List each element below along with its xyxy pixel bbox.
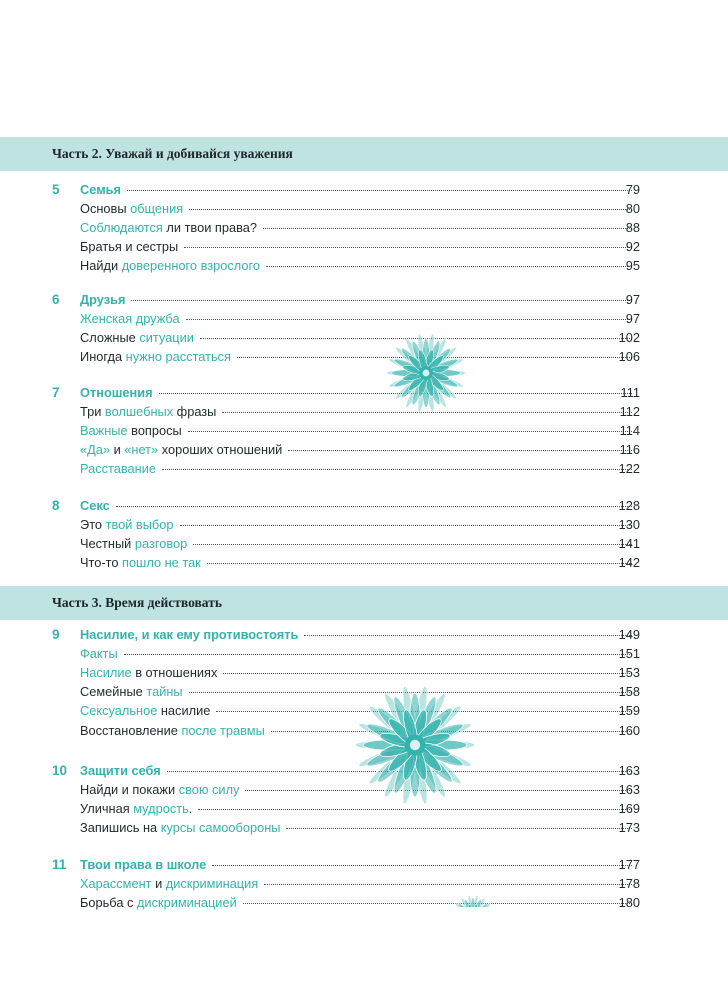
dot-leader xyxy=(180,525,633,526)
page-number: 102 xyxy=(618,330,640,346)
dot-leader xyxy=(207,563,632,564)
toc-entry-row[interactable] xyxy=(0,721,728,740)
dot-leader xyxy=(189,209,632,210)
chapter-row[interactable] xyxy=(0,761,728,780)
page-number: 169 xyxy=(618,801,640,817)
dot-leader xyxy=(131,300,632,301)
toc-entry-row[interactable] xyxy=(0,553,728,572)
toc-entry-row[interactable] xyxy=(0,199,728,218)
page-number: 97 xyxy=(625,311,640,327)
toc-entry-row[interactable] xyxy=(0,459,728,478)
dot-leader xyxy=(266,266,632,267)
chapter-title: Секс xyxy=(80,498,110,513)
section-title: Честный разговор xyxy=(80,536,188,552)
section-entry xyxy=(80,684,638,699)
page-number: 173 xyxy=(618,820,640,836)
section-entry xyxy=(80,258,638,273)
chapter-entry xyxy=(80,498,638,513)
dot-leader xyxy=(127,190,632,191)
section-title: Факты xyxy=(80,646,118,662)
chapter-title: Семья xyxy=(80,182,121,197)
section-title: Иногда нужно расстаться xyxy=(80,349,231,365)
page-number: 111 xyxy=(620,385,640,400)
toc-entry-row[interactable] xyxy=(0,402,728,421)
part-title: Часть 2. Уважай и добивайся уважения xyxy=(52,146,293,161)
chapter-entry xyxy=(80,627,638,642)
chapter-number: 10 xyxy=(52,763,68,778)
chapter-title: Защити себя xyxy=(80,763,161,778)
chapter-number: 7 xyxy=(52,385,60,400)
toc-entry-row[interactable] xyxy=(0,663,728,682)
toc-entry-row[interactable] xyxy=(0,309,728,328)
chapter-row[interactable] xyxy=(0,383,728,402)
page-number: 149 xyxy=(618,627,640,642)
chapter-title: Друзья xyxy=(80,292,126,307)
chapter-entry xyxy=(80,292,638,307)
section-entry xyxy=(80,330,638,345)
toc-entry-row[interactable] xyxy=(0,893,728,912)
section-entry xyxy=(80,311,638,326)
page-number: 159 xyxy=(618,703,640,719)
dot-leader xyxy=(184,247,632,248)
chapter-entry xyxy=(80,857,638,872)
page-number: 141 xyxy=(618,536,640,552)
dot-leader xyxy=(189,692,632,693)
chapter-number: 9 xyxy=(52,627,60,642)
dot-leader xyxy=(288,450,632,451)
section-entry xyxy=(80,665,638,680)
dot-leader xyxy=(116,506,632,507)
section-entry xyxy=(80,423,638,438)
toc-entry-row[interactable] xyxy=(0,218,728,237)
section-entry xyxy=(80,201,638,216)
section-title: Харассмент и дискриминация xyxy=(80,876,259,892)
page-number: 80 xyxy=(625,201,640,217)
toc-entry-row[interactable] xyxy=(0,682,728,701)
page-number: 130 xyxy=(618,517,640,533)
section-title: Женская дружба xyxy=(80,311,180,327)
page-number: 112 xyxy=(619,404,640,420)
chapter-row[interactable] xyxy=(0,290,728,309)
dot-leader xyxy=(167,771,632,772)
section-entry xyxy=(80,442,638,457)
dot-leader xyxy=(186,319,632,320)
chapter-entry xyxy=(80,385,638,400)
toc-entry-row[interactable] xyxy=(0,440,728,459)
section-title: Насилие в отношениях xyxy=(80,665,218,681)
dot-leader xyxy=(216,711,632,712)
toc-entry-row[interactable] xyxy=(0,515,728,534)
page-number: 160 xyxy=(618,722,640,738)
section-entry xyxy=(80,782,638,797)
page-number: 163 xyxy=(618,763,640,778)
section-entry xyxy=(80,461,638,476)
toc-entry-row[interactable] xyxy=(0,874,728,893)
section-title: Расставание xyxy=(80,461,156,477)
dot-leader xyxy=(200,338,632,339)
section-title: Сексуальное насилие xyxy=(80,703,211,719)
page-number: 97 xyxy=(625,292,640,307)
section-title: Сложные ситуации xyxy=(80,330,194,346)
page-number: 180 xyxy=(618,895,640,911)
section-title: Что-то пошло не так xyxy=(80,555,201,571)
chapter-entry xyxy=(80,763,638,778)
section-title: Борьба с дискриминацией xyxy=(80,895,237,911)
page-number: 122 xyxy=(618,461,640,477)
dot-leader xyxy=(264,884,632,885)
part-header xyxy=(0,586,728,620)
chapter-number: 5 xyxy=(52,182,60,197)
page-number: 95 xyxy=(625,258,640,274)
section-entry xyxy=(80,239,638,254)
page-number: 116 xyxy=(619,442,640,458)
page-number: 92 xyxy=(625,239,640,255)
chapter-number: 11 xyxy=(52,857,67,872)
part-header xyxy=(0,137,728,171)
section-title: Запишись на курсы самообороны xyxy=(80,820,281,836)
section-entry xyxy=(80,220,638,235)
section-entry xyxy=(80,555,638,570)
page-number: 158 xyxy=(618,684,640,700)
page-number: 128 xyxy=(618,498,640,513)
section-title: Найди и покажи свою силу xyxy=(80,782,240,798)
page-number: 106 xyxy=(618,349,640,365)
chapter-row[interactable] xyxy=(0,496,728,515)
dot-leader xyxy=(245,790,632,791)
dot-leader xyxy=(243,903,632,904)
toc-entry-row[interactable] xyxy=(0,256,728,275)
section-entry xyxy=(80,895,638,910)
dot-leader xyxy=(222,412,632,413)
section-entry xyxy=(80,349,638,364)
chapter-title: Твои права в школе xyxy=(80,857,207,872)
chapter-title: Насилие, и как ему противостоять xyxy=(80,627,299,642)
toc-entry-row[interactable] xyxy=(0,534,728,553)
toc-entry-row[interactable] xyxy=(0,799,728,818)
chapter-row[interactable] xyxy=(0,855,728,874)
chapter-title: Отношения xyxy=(80,385,153,400)
toc-entry-row[interactable] xyxy=(0,347,728,366)
section-entry xyxy=(80,646,638,661)
dot-leader xyxy=(124,654,632,655)
dot-leader xyxy=(162,469,632,470)
dot-leader xyxy=(223,673,632,674)
section-title: Основы общения xyxy=(80,201,184,217)
section-entry xyxy=(80,517,638,532)
toc-entry-row[interactable] xyxy=(0,237,728,256)
page-number: 163 xyxy=(618,782,640,798)
toc-entry-row[interactable] xyxy=(0,780,728,799)
page-number: 88 xyxy=(625,220,640,236)
section-entry xyxy=(80,404,638,419)
dot-leader xyxy=(188,431,632,432)
section-entry xyxy=(80,723,638,738)
dot-leader xyxy=(304,635,632,636)
page-number: 151 xyxy=(618,646,640,662)
chapter-row[interactable] xyxy=(0,180,728,199)
page-number: 142 xyxy=(618,555,640,571)
toc-entry-row[interactable] xyxy=(0,701,728,720)
section-title: Это твой выбор xyxy=(80,517,174,533)
page-number: 153 xyxy=(618,665,640,681)
chapter-entry xyxy=(80,182,638,197)
page-number: 178 xyxy=(618,876,640,892)
section-title: Важные вопросы xyxy=(80,423,182,439)
section-title: Братья и сестры xyxy=(80,239,179,255)
page-number: 114 xyxy=(619,423,640,439)
dot-leader xyxy=(263,228,632,229)
dot-leader xyxy=(271,731,632,732)
chapter-number: 6 xyxy=(52,292,60,307)
section-title: Найди доверенного взрослого xyxy=(80,258,260,274)
toc-entry-row[interactable] xyxy=(0,421,728,440)
toc-entry-row[interactable] xyxy=(0,328,728,347)
chapter-number: 8 xyxy=(52,498,60,513)
section-title: Соблюдаются ли твои права? xyxy=(80,220,257,236)
dot-leader xyxy=(237,357,632,358)
section-title: Семейные тайны xyxy=(80,684,183,700)
section-title: «Да» и «нет» хороших отношений xyxy=(80,442,283,458)
page-number: 79 xyxy=(625,182,640,197)
dot-leader xyxy=(159,393,632,394)
section-entry xyxy=(80,820,638,835)
section-entry xyxy=(80,876,638,891)
section-title: Восстановление после травмы xyxy=(80,722,265,738)
toc-entry-row[interactable] xyxy=(0,818,728,837)
dot-leader xyxy=(198,809,632,810)
part-title: Часть 3. Время действовать xyxy=(52,595,222,610)
section-title: Три волшебных фразы xyxy=(80,404,217,420)
toc-entry-row[interactable] xyxy=(0,644,728,663)
chapter-row[interactable] xyxy=(0,625,728,644)
section-entry xyxy=(80,703,638,718)
dot-leader xyxy=(286,828,632,829)
section-entry xyxy=(80,801,638,816)
page-number: 177 xyxy=(618,857,640,872)
section-entry xyxy=(80,536,638,551)
dot-leader xyxy=(212,865,632,866)
dot-leader xyxy=(193,544,632,545)
section-title: Уличная мудрость. xyxy=(80,801,193,817)
